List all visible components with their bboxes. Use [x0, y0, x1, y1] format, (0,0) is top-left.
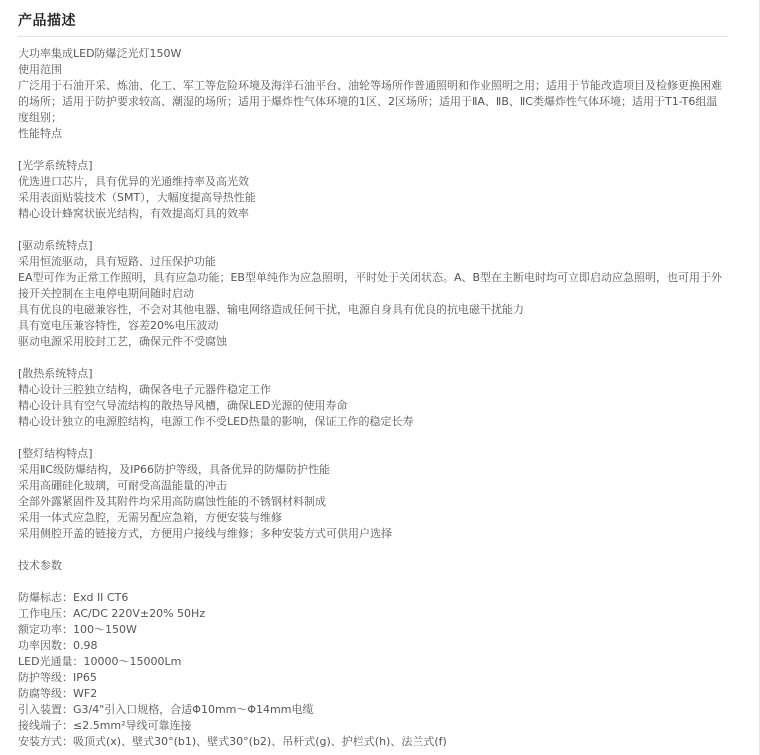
description-line: 精心设计蜂窝状嵌光结构，有效提高灯具的效率	[18, 207, 249, 220]
description-body	[18, 46, 728, 750]
description-line: 广泛用于石油开采、炼油、化工、军工等危险环境及海洋石油平台、油轮等场所作普通照明和作业照明之用；适用于节能改造项目及检修更换困难的场所；适用于防护要求较高、潮湿的场所；适用于爆炸性气体环境的1区、2区场所；适用于ⅡA、ⅡB、ⅡC类爆炸性气体环境；适用于T1-T6组温度组别；	[18, 79, 722, 124]
blank-line	[18, 350, 728, 366]
description-line: [整灯结构特点]	[18, 447, 93, 460]
description-line: 功率因数：0.98	[18, 639, 98, 652]
description-line: 性能特点	[18, 127, 62, 140]
description-line: [驱动系统特点]	[18, 239, 93, 252]
description-line: 引入装置：G3/4"引入口规格，合适Φ10mm～Φ14mm电缆	[18, 703, 314, 716]
blank-line	[18, 542, 728, 558]
description-line: 防爆标志：Exd II CT6	[18, 591, 129, 604]
description-line: 全部外露紧固件及其附件均采用高防腐蚀性能的不锈钢材料制成	[18, 495, 326, 508]
description-line: 具有优良的电磁兼容性，不会对其他电器、输电网络造成任何干扰，电源自身具有优良的抗电磁干扰能力	[18, 303, 524, 316]
description-line: 驱动电源采用胶封工艺，确保元件不受腐蚀	[18, 335, 227, 348]
description-line: 优选进口芯片，具有优异的光通维持率及高光效	[18, 175, 249, 188]
blank-line	[18, 222, 728, 238]
description-line: EA型可作为正常工作照明，具有应急功能；EB型单纯作为应急照明，平时处于关闭状态。A、B型在主断电时均可立即启动应急照明，也可用于外接开关控制在主电停电期间随时启动	[18, 271, 723, 300]
description-line: 精心设计三腔独立结构，确保各电子元器件稳定工作	[18, 383, 271, 396]
description-line: 采用ⅡC级防爆结构，及IP66防护等级，具备优异的防爆防护性能	[18, 463, 330, 476]
description-line: 采用高硼硅化玻璃，可耐受高温能量的冲击	[18, 479, 227, 492]
description-line: 具有宽电压兼容特性，容差20%电压波动	[18, 319, 219, 332]
description-line: 大功率集成LED防爆泛光灯150W	[18, 47, 182, 60]
description-line: 防护等级：IP65	[18, 671, 97, 684]
description-line: [光学系统特点]	[18, 159, 93, 172]
description-line: 防腐等级：WF2	[18, 687, 98, 700]
description-line: [散热系统特点]	[18, 367, 93, 380]
description-line: 安装方式：吸顶式(x)、壁式30°(b1)、壁式30°(b2)、吊杆式(g)、护栏式(h)、法兰式(f)	[18, 735, 447, 748]
description-line: 技术参数	[18, 559, 62, 572]
description-line: 采用侧腔开盖的链接方式，方便用户接线与维修；多种安装方式可供用户选择	[18, 527, 392, 540]
description-line: LED光通量：10000～15000Lm	[18, 655, 182, 668]
blank-line	[18, 430, 728, 446]
description-line: 工作电压：AC/DC 220V±20% 50Hz	[18, 607, 206, 620]
description-line: 使用范围	[18, 63, 62, 76]
description-line: 额定功率：100～150W	[18, 623, 137, 636]
description-line: 采用表面贴装技术（SMT），大幅度提高导热性能	[18, 191, 256, 204]
section-title: 产品描述	[18, 13, 76, 29]
blank-line	[18, 574, 728, 590]
description-line: 采用一体式应急腔，无需另配应急箱，方便安装与维修	[18, 511, 282, 524]
description-line: 采用恒流驱动，具有短路、过压保护功能	[18, 255, 216, 268]
description-line: 精心设计具有空气导流结构的散热导风槽，确保LED光源的使用寿命	[18, 399, 348, 412]
blank-line	[18, 142, 728, 158]
description-line: 精心设计独立的电源腔结构，电源工作不受LED热量的影响，保证工作的稳定长寿	[18, 415, 414, 428]
section-header	[18, 8, 728, 37]
description-line: 接线端子：≤2.5mm²导线可靠连接	[18, 719, 192, 732]
